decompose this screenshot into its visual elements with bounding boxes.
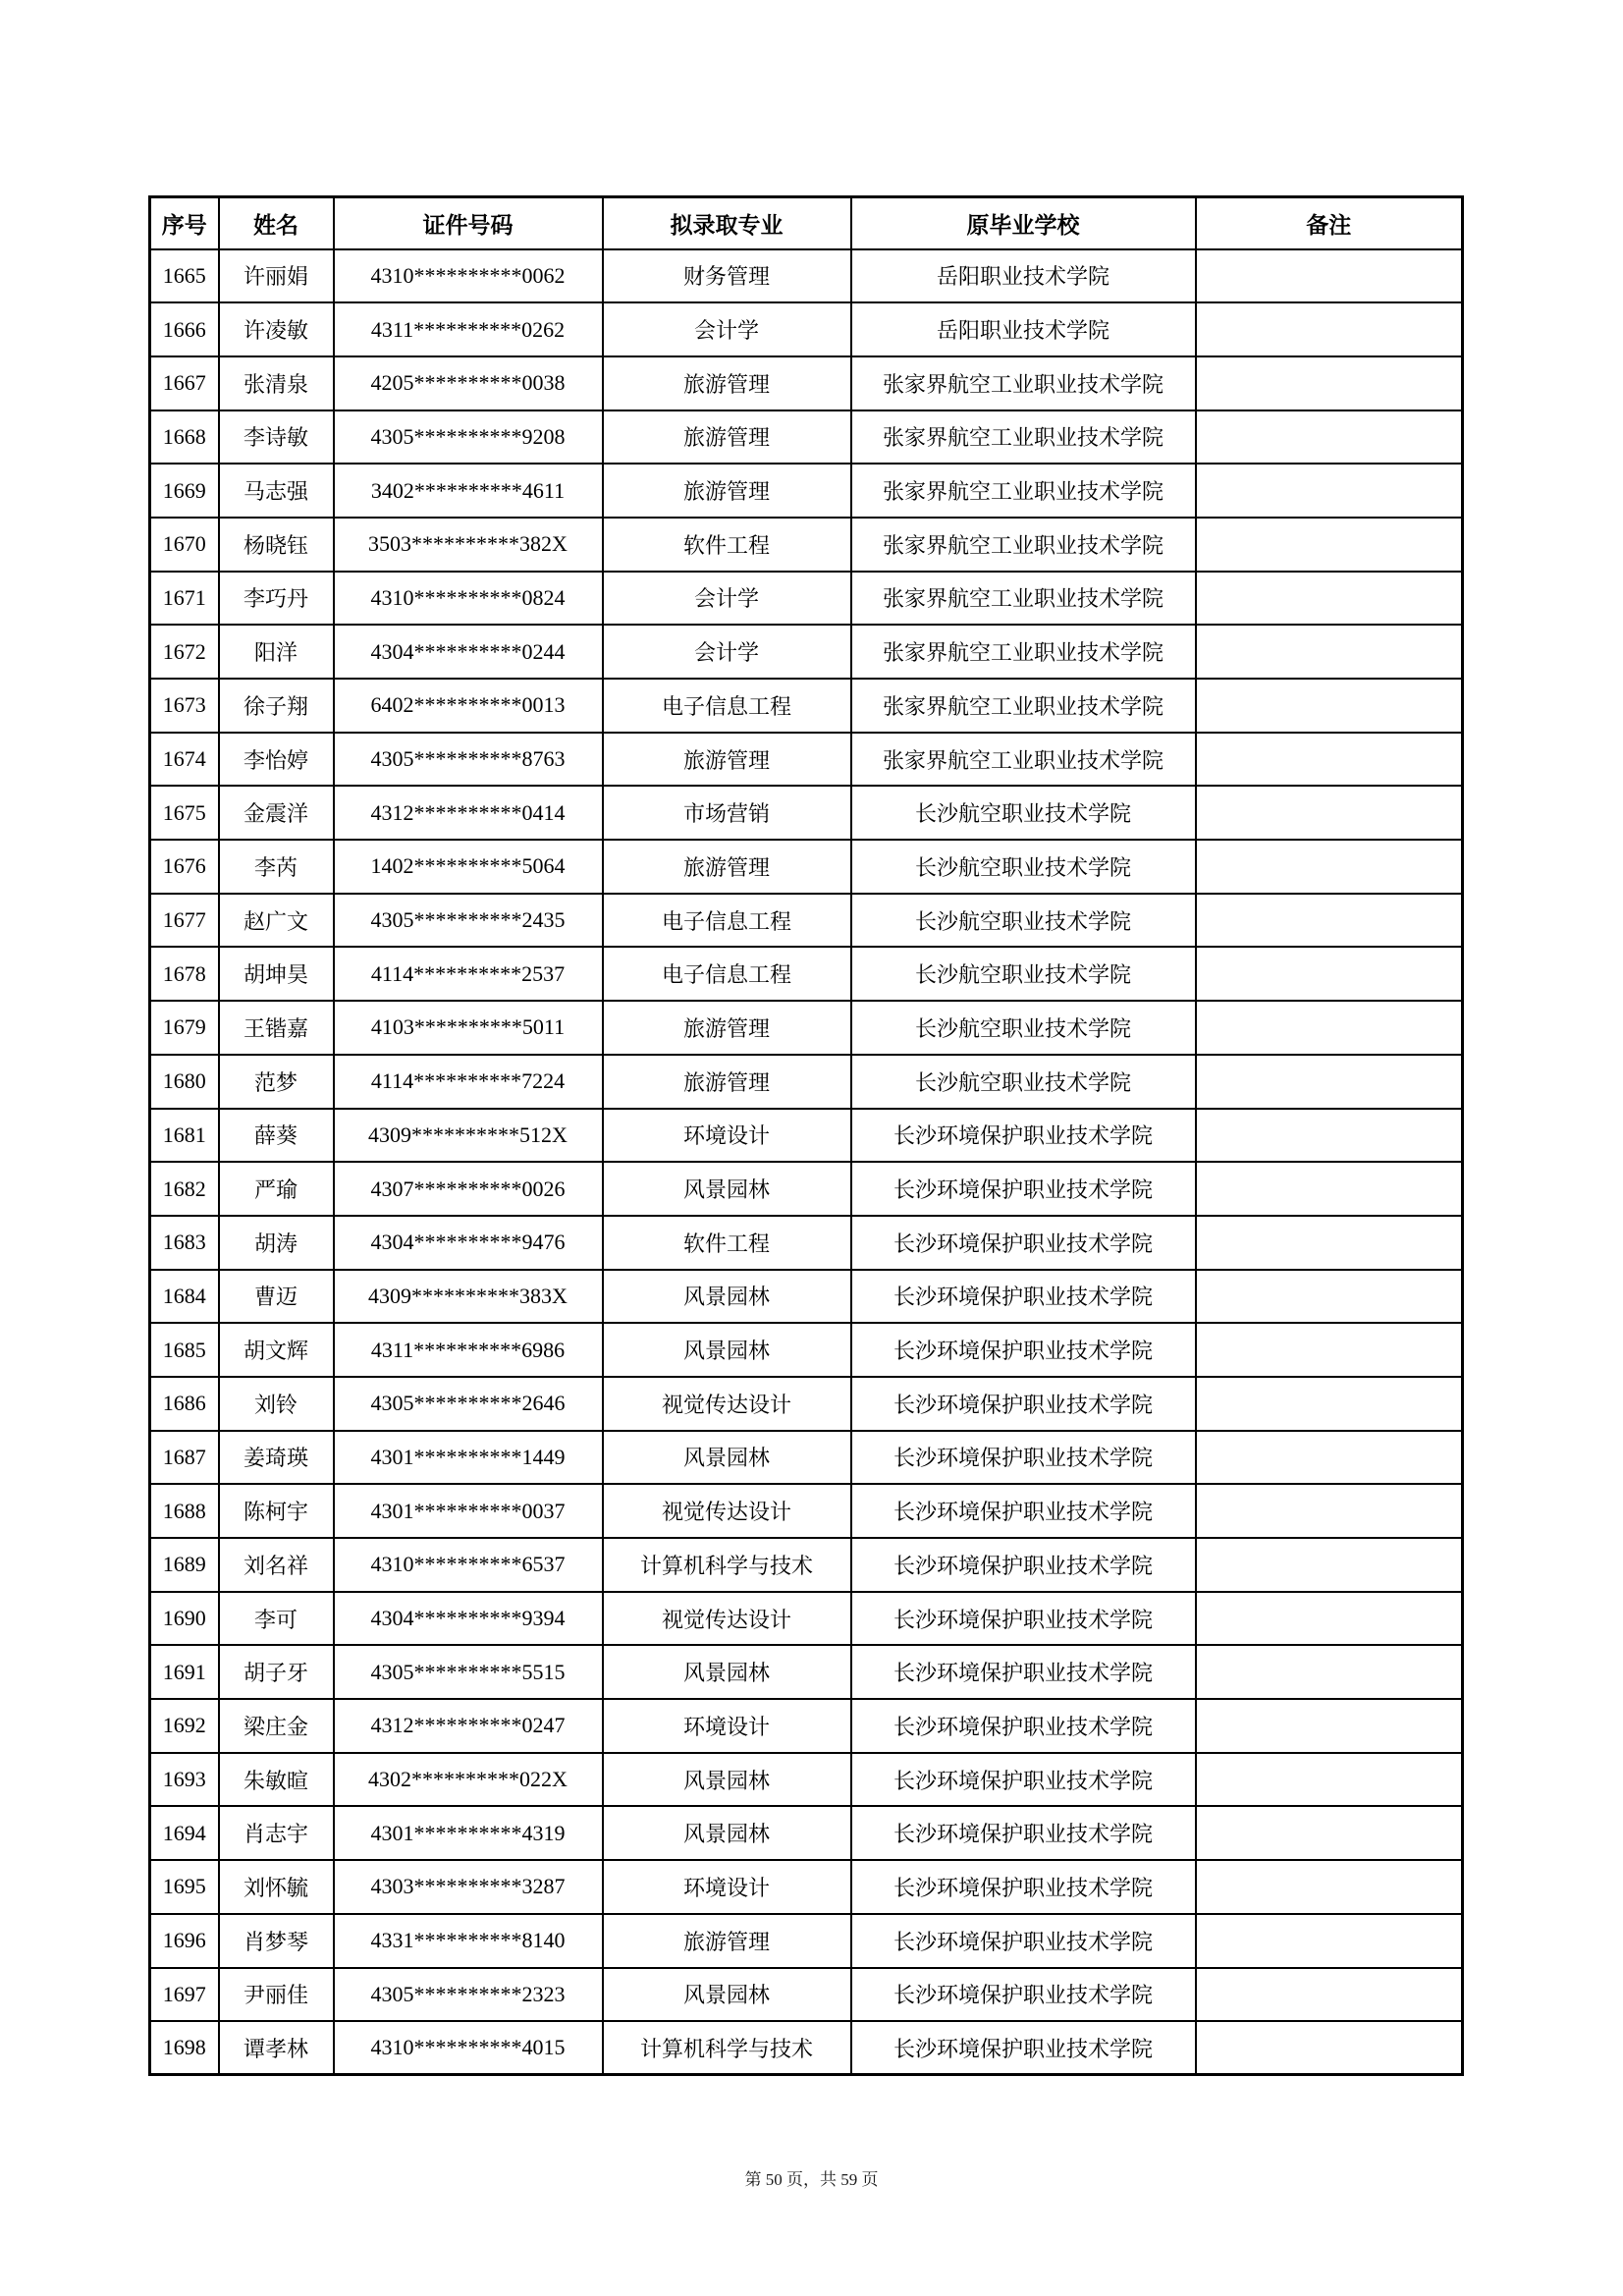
cell-school: 张家界航空工业职业技术学院 bbox=[851, 356, 1196, 410]
cell-index: 1687 bbox=[150, 1431, 219, 1485]
cell-id-number: 4309**********512X bbox=[334, 1109, 603, 1163]
cell-major: 计算机科学与技术 bbox=[603, 1538, 851, 1592]
cell-school: 岳阳职业技术学院 bbox=[851, 249, 1196, 303]
cell-remarks bbox=[1196, 1431, 1463, 1485]
cell-index: 1672 bbox=[150, 625, 219, 679]
cell-school: 长沙环境保护职业技术学院 bbox=[851, 1645, 1196, 1699]
cell-index: 1679 bbox=[150, 1001, 219, 1055]
table-row bbox=[150, 733, 1463, 787]
cell-remarks bbox=[1196, 1216, 1463, 1270]
cell-major: 旅游管理 bbox=[603, 356, 851, 410]
cell-remarks bbox=[1196, 1806, 1463, 1860]
cell-major: 风景园林 bbox=[603, 1431, 851, 1485]
table-row bbox=[150, 1001, 1463, 1055]
cell-school: 张家界航空工业职业技术学院 bbox=[851, 464, 1196, 518]
cell-school: 长沙环境保护职业技术学院 bbox=[851, 1699, 1196, 1753]
cell-id-number: 4114**********2537 bbox=[334, 947, 603, 1001]
cell-name: 马志强 bbox=[219, 464, 334, 518]
cell-major: 电子信息工程 bbox=[603, 679, 851, 733]
cell-remarks bbox=[1196, 1270, 1463, 1324]
cell-name: 刘名祥 bbox=[219, 1538, 334, 1592]
cell-index: 1667 bbox=[150, 356, 219, 410]
cell-id-number: 4331**********8140 bbox=[334, 1914, 603, 1968]
cell-index: 1695 bbox=[150, 1860, 219, 1914]
cell-remarks bbox=[1196, 572, 1463, 626]
cell-name: 胡子牙 bbox=[219, 1645, 334, 1699]
cell-major: 旅游管理 bbox=[603, 1914, 851, 1968]
cell-id-number: 4307**********0026 bbox=[334, 1162, 603, 1216]
cell-major: 市场营销 bbox=[603, 786, 851, 840]
cell-remarks bbox=[1196, 1592, 1463, 1646]
table-row bbox=[150, 1055, 1463, 1109]
cell-name: 许丽娟 bbox=[219, 249, 334, 303]
cell-major: 电子信息工程 bbox=[603, 947, 851, 1001]
cell-remarks bbox=[1196, 1914, 1463, 1968]
cell-school: 张家界航空工业职业技术学院 bbox=[851, 733, 1196, 787]
cell-id-number: 4310**********4015 bbox=[334, 2021, 603, 2075]
cell-id-number: 4304**********9394 bbox=[334, 1592, 603, 1646]
cell-name: 许凌敏 bbox=[219, 302, 334, 356]
cell-remarks bbox=[1196, 625, 1463, 679]
cell-name: 李芮 bbox=[219, 840, 334, 894]
cell-name: 严瑜 bbox=[219, 1162, 334, 1216]
cell-index: 1669 bbox=[150, 464, 219, 518]
cell-name: 李巧丹 bbox=[219, 572, 334, 626]
cell-id-number: 4305**********2646 bbox=[334, 1377, 603, 1431]
cell-index: 1676 bbox=[150, 840, 219, 894]
cell-name: 谭孝林 bbox=[219, 2021, 334, 2075]
cell-index: 1696 bbox=[150, 1914, 219, 1968]
cell-id-number: 4103**********5011 bbox=[334, 1001, 603, 1055]
cell-name: 阳洋 bbox=[219, 625, 334, 679]
cell-index: 1686 bbox=[150, 1377, 219, 1431]
cell-major: 会计学 bbox=[603, 302, 851, 356]
cell-school: 岳阳职业技术学院 bbox=[851, 302, 1196, 356]
cell-remarks bbox=[1196, 410, 1463, 465]
cell-remarks bbox=[1196, 1860, 1463, 1914]
cell-remarks bbox=[1196, 947, 1463, 1001]
table-row bbox=[150, 1914, 1463, 1968]
cell-school: 长沙航空职业技术学院 bbox=[851, 1055, 1196, 1109]
cell-name: 肖梦琴 bbox=[219, 1914, 334, 1968]
cell-index: 1665 bbox=[150, 249, 219, 303]
cell-school: 长沙环境保护职业技术学院 bbox=[851, 1162, 1196, 1216]
cell-id-number: 3402**********4611 bbox=[334, 464, 603, 518]
cell-major: 风景园林 bbox=[603, 1645, 851, 1699]
cell-index: 1674 bbox=[150, 733, 219, 787]
cell-remarks bbox=[1196, 356, 1463, 410]
cell-school: 长沙航空职业技术学院 bbox=[851, 840, 1196, 894]
col-header-index: 序号 bbox=[150, 197, 219, 249]
cell-index: 1688 bbox=[150, 1484, 219, 1538]
table-row bbox=[150, 1323, 1463, 1377]
cell-index: 1683 bbox=[150, 1216, 219, 1270]
col-header-remarks: 备注 bbox=[1196, 197, 1463, 249]
cell-name: 梁庄金 bbox=[219, 1699, 334, 1753]
cell-major: 风景园林 bbox=[603, 1162, 851, 1216]
cell-name: 薛葵 bbox=[219, 1109, 334, 1163]
cell-id-number: 1402**********5064 bbox=[334, 840, 603, 894]
cell-major: 旅游管理 bbox=[603, 464, 851, 518]
cell-name: 刘铃 bbox=[219, 1377, 334, 1431]
cell-major: 风景园林 bbox=[603, 1806, 851, 1860]
cell-major: 视觉传达设计 bbox=[603, 1484, 851, 1538]
table-row bbox=[150, 679, 1463, 733]
cell-school: 张家界航空工业职业技术学院 bbox=[851, 572, 1196, 626]
table-row bbox=[150, 947, 1463, 1001]
cell-remarks bbox=[1196, 894, 1463, 948]
cell-index: 1694 bbox=[150, 1806, 219, 1860]
header-row bbox=[150, 197, 1463, 249]
cell-major: 会计学 bbox=[603, 625, 851, 679]
cell-major: 风景园林 bbox=[603, 1968, 851, 2022]
cell-school: 张家界航空工业职业技术学院 bbox=[851, 518, 1196, 572]
cell-major: 视觉传达设计 bbox=[603, 1377, 851, 1431]
cell-school: 长沙环境保护职业技术学院 bbox=[851, 1860, 1196, 1914]
table-row bbox=[150, 410, 1463, 465]
cell-school: 长沙环境保护职业技术学院 bbox=[851, 1538, 1196, 1592]
cell-index: 1697 bbox=[150, 1968, 219, 2022]
cell-index: 1690 bbox=[150, 1592, 219, 1646]
cell-index: 1678 bbox=[150, 947, 219, 1001]
cell-name: 曹迈 bbox=[219, 1270, 334, 1324]
col-header-id-number: 证件号码 bbox=[334, 197, 603, 249]
cell-major: 旅游管理 bbox=[603, 840, 851, 894]
cell-school: 长沙航空职业技术学院 bbox=[851, 1001, 1196, 1055]
cell-id-number: 4312**********0247 bbox=[334, 1699, 603, 1753]
cell-school: 张家界航空工业职业技术学院 bbox=[851, 625, 1196, 679]
cell-major: 风景园林 bbox=[603, 1323, 851, 1377]
cell-index: 1691 bbox=[150, 1645, 219, 1699]
cell-remarks bbox=[1196, 518, 1463, 572]
cell-remarks bbox=[1196, 1162, 1463, 1216]
cell-school: 长沙环境保护职业技术学院 bbox=[851, 1377, 1196, 1431]
cell-id-number: 4304**********0244 bbox=[334, 625, 603, 679]
table-row bbox=[150, 1645, 1463, 1699]
table-row bbox=[150, 518, 1463, 572]
cell-name: 肖志宇 bbox=[219, 1806, 334, 1860]
cell-school: 长沙环境保护职业技术学院 bbox=[851, 1806, 1196, 1860]
cell-id-number: 4301**********1449 bbox=[334, 1431, 603, 1485]
cell-school: 长沙环境保护职业技术学院 bbox=[851, 1270, 1196, 1324]
table-row bbox=[150, 1162, 1463, 1216]
cell-school: 长沙环境保护职业技术学院 bbox=[851, 1753, 1196, 1807]
col-header-school: 原毕业学校 bbox=[851, 197, 1196, 249]
cell-major: 计算机科学与技术 bbox=[603, 2021, 851, 2075]
col-header-major: 拟录取专业 bbox=[603, 197, 851, 249]
cell-remarks bbox=[1196, 302, 1463, 356]
table-row bbox=[150, 302, 1463, 356]
cell-id-number: 4310**********0062 bbox=[334, 249, 603, 303]
cell-name: 胡涛 bbox=[219, 1216, 334, 1270]
cell-name: 朱敏暄 bbox=[219, 1753, 334, 1807]
cell-remarks bbox=[1196, 1753, 1463, 1807]
cell-school: 长沙环境保护职业技术学院 bbox=[851, 1323, 1196, 1377]
table-row bbox=[150, 625, 1463, 679]
cell-id-number: 4312**********0414 bbox=[334, 786, 603, 840]
table-row bbox=[150, 1431, 1463, 1485]
table-row bbox=[150, 1377, 1463, 1431]
cell-major: 会计学 bbox=[603, 572, 851, 626]
page-footer: 第 50 页，共 59 页 bbox=[744, 2170, 879, 2189]
cell-id-number: 4301**********4319 bbox=[334, 1806, 603, 1860]
cell-remarks bbox=[1196, 249, 1463, 303]
cell-school: 长沙航空职业技术学院 bbox=[851, 894, 1196, 948]
table-row bbox=[150, 1484, 1463, 1538]
cell-major: 环境设计 bbox=[603, 1860, 851, 1914]
cell-index: 1677 bbox=[150, 894, 219, 948]
cell-major: 财务管理 bbox=[603, 249, 851, 303]
cell-remarks bbox=[1196, 464, 1463, 518]
cell-name: 李诗敏 bbox=[219, 410, 334, 465]
cell-index: 1682 bbox=[150, 1162, 219, 1216]
cell-remarks bbox=[1196, 1538, 1463, 1592]
cell-major: 环境设计 bbox=[603, 1699, 851, 1753]
cell-name: 张清泉 bbox=[219, 356, 334, 410]
cell-index: 1666 bbox=[150, 302, 219, 356]
cell-major: 旅游管理 bbox=[603, 1055, 851, 1109]
cell-school: 长沙环境保护职业技术学院 bbox=[851, 2021, 1196, 2075]
cell-school: 张家界航空工业职业技术学院 bbox=[851, 410, 1196, 465]
cell-index: 1673 bbox=[150, 679, 219, 733]
cell-school: 长沙环境保护职业技术学院 bbox=[851, 1484, 1196, 1538]
table-row bbox=[150, 1968, 1463, 2022]
table-row bbox=[150, 1753, 1463, 1807]
cell-id-number: 3503**********382X bbox=[334, 518, 603, 572]
cell-name: 刘怀毓 bbox=[219, 1860, 334, 1914]
cell-index: 1692 bbox=[150, 1699, 219, 1753]
cell-major: 旅游管理 bbox=[603, 410, 851, 465]
col-header-name: 姓名 bbox=[219, 197, 334, 249]
table-body bbox=[150, 249, 1463, 2075]
cell-index: 1681 bbox=[150, 1109, 219, 1163]
table-row bbox=[150, 1699, 1463, 1753]
table-row bbox=[150, 1592, 1463, 1646]
cell-major: 旅游管理 bbox=[603, 733, 851, 787]
cell-id-number: 4311**********0262 bbox=[334, 302, 603, 356]
table-row bbox=[150, 840, 1463, 894]
cell-name: 姜琦瑛 bbox=[219, 1431, 334, 1485]
cell-remarks bbox=[1196, 1699, 1463, 1753]
cell-id-number: 4311**********6986 bbox=[334, 1323, 603, 1377]
cell-id-number: 4302**********022X bbox=[334, 1753, 603, 1807]
cell-name: 范梦 bbox=[219, 1055, 334, 1109]
cell-remarks bbox=[1196, 1323, 1463, 1377]
cell-index: 1680 bbox=[150, 1055, 219, 1109]
cell-index: 1668 bbox=[150, 410, 219, 465]
cell-major: 风景园林 bbox=[603, 1753, 851, 1807]
cell-index: 1693 bbox=[150, 1753, 219, 1807]
cell-id-number: 4114**********7224 bbox=[334, 1055, 603, 1109]
table-row bbox=[150, 786, 1463, 840]
cell-name: 王锴嘉 bbox=[219, 1001, 334, 1055]
cell-name: 胡坤昊 bbox=[219, 947, 334, 1001]
cell-remarks bbox=[1196, 679, 1463, 733]
cell-index: 1670 bbox=[150, 518, 219, 572]
cell-id-number: 4309**********383X bbox=[334, 1270, 603, 1324]
cell-school: 长沙环境保护职业技术学院 bbox=[851, 1968, 1196, 2022]
cell-name: 杨晓钰 bbox=[219, 518, 334, 572]
cell-id-number: 4305**********5515 bbox=[334, 1645, 603, 1699]
cell-name: 徐子翔 bbox=[219, 679, 334, 733]
cell-school: 长沙环境保护职业技术学院 bbox=[851, 1592, 1196, 1646]
table-row bbox=[150, 1270, 1463, 1324]
cell-school: 长沙环境保护职业技术学院 bbox=[851, 1109, 1196, 1163]
cell-index: 1675 bbox=[150, 786, 219, 840]
cell-remarks bbox=[1196, 1484, 1463, 1538]
cell-name: 李可 bbox=[219, 1592, 334, 1646]
table-row bbox=[150, 464, 1463, 518]
cell-name: 金震洋 bbox=[219, 786, 334, 840]
cell-name: 尹丽佳 bbox=[219, 1968, 334, 2022]
table-row bbox=[150, 1806, 1463, 1860]
cell-name: 赵广文 bbox=[219, 894, 334, 948]
cell-major: 风景园林 bbox=[603, 1270, 851, 1324]
cell-id-number: 4304**********9476 bbox=[334, 1216, 603, 1270]
cell-index: 1698 bbox=[150, 2021, 219, 2075]
cell-id-number: 4305**********9208 bbox=[334, 410, 603, 465]
cell-remarks bbox=[1196, 1968, 1463, 2022]
cell-major: 软件工程 bbox=[603, 1216, 851, 1270]
cell-name: 胡文辉 bbox=[219, 1323, 334, 1377]
cell-id-number: 4305**********8763 bbox=[334, 733, 603, 787]
cell-major: 旅游管理 bbox=[603, 1001, 851, 1055]
admissions-table-wrap bbox=[148, 195, 1464, 2076]
cell-remarks bbox=[1196, 733, 1463, 787]
cell-remarks bbox=[1196, 1001, 1463, 1055]
cell-remarks bbox=[1196, 1109, 1463, 1163]
cell-id-number: 4205**********0038 bbox=[334, 356, 603, 410]
cell-remarks bbox=[1196, 1055, 1463, 1109]
cell-major: 软件工程 bbox=[603, 518, 851, 572]
cell-remarks bbox=[1196, 1645, 1463, 1699]
cell-index: 1684 bbox=[150, 1270, 219, 1324]
cell-id-number: 4310**********6537 bbox=[334, 1538, 603, 1592]
table-row bbox=[150, 1860, 1463, 1914]
cell-school: 长沙航空职业技术学院 bbox=[851, 786, 1196, 840]
table-row bbox=[150, 572, 1463, 626]
cell-remarks bbox=[1196, 2021, 1463, 2075]
cell-school: 张家界航空工业职业技术学院 bbox=[851, 679, 1196, 733]
cell-id-number: 4310**********0824 bbox=[334, 572, 603, 626]
cell-id-number: 4301**********0037 bbox=[334, 1484, 603, 1538]
cell-school: 长沙航空职业技术学院 bbox=[851, 947, 1196, 1001]
cell-id-number: 4305**********2435 bbox=[334, 894, 603, 948]
table-row bbox=[150, 356, 1463, 410]
cell-id-number: 4303**********3287 bbox=[334, 1860, 603, 1914]
table-row bbox=[150, 249, 1463, 303]
cell-name: 李怡婷 bbox=[219, 733, 334, 787]
cell-major: 电子信息工程 bbox=[603, 894, 851, 948]
cell-major: 视觉传达设计 bbox=[603, 1592, 851, 1646]
cell-id-number: 6402**********0013 bbox=[334, 679, 603, 733]
cell-index: 1689 bbox=[150, 1538, 219, 1592]
cell-school: 长沙环境保护职业技术学院 bbox=[851, 1431, 1196, 1485]
cell-index: 1671 bbox=[150, 572, 219, 626]
cell-name: 陈柯宇 bbox=[219, 1484, 334, 1538]
cell-school: 长沙环境保护职业技术学院 bbox=[851, 1914, 1196, 1968]
cell-index: 1685 bbox=[150, 1323, 219, 1377]
admissions-table bbox=[148, 195, 1464, 2076]
table-row bbox=[150, 894, 1463, 948]
cell-remarks bbox=[1196, 840, 1463, 894]
cell-id-number: 4305**********2323 bbox=[334, 1968, 603, 2022]
cell-major: 环境设计 bbox=[603, 1109, 851, 1163]
cell-remarks bbox=[1196, 1377, 1463, 1431]
table-row bbox=[150, 1538, 1463, 1592]
cell-school: 长沙环境保护职业技术学院 bbox=[851, 1216, 1196, 1270]
cell-remarks bbox=[1196, 786, 1463, 840]
table-row bbox=[150, 1109, 1463, 1163]
table-row bbox=[150, 2021, 1463, 2075]
table-row bbox=[150, 1216, 1463, 1270]
